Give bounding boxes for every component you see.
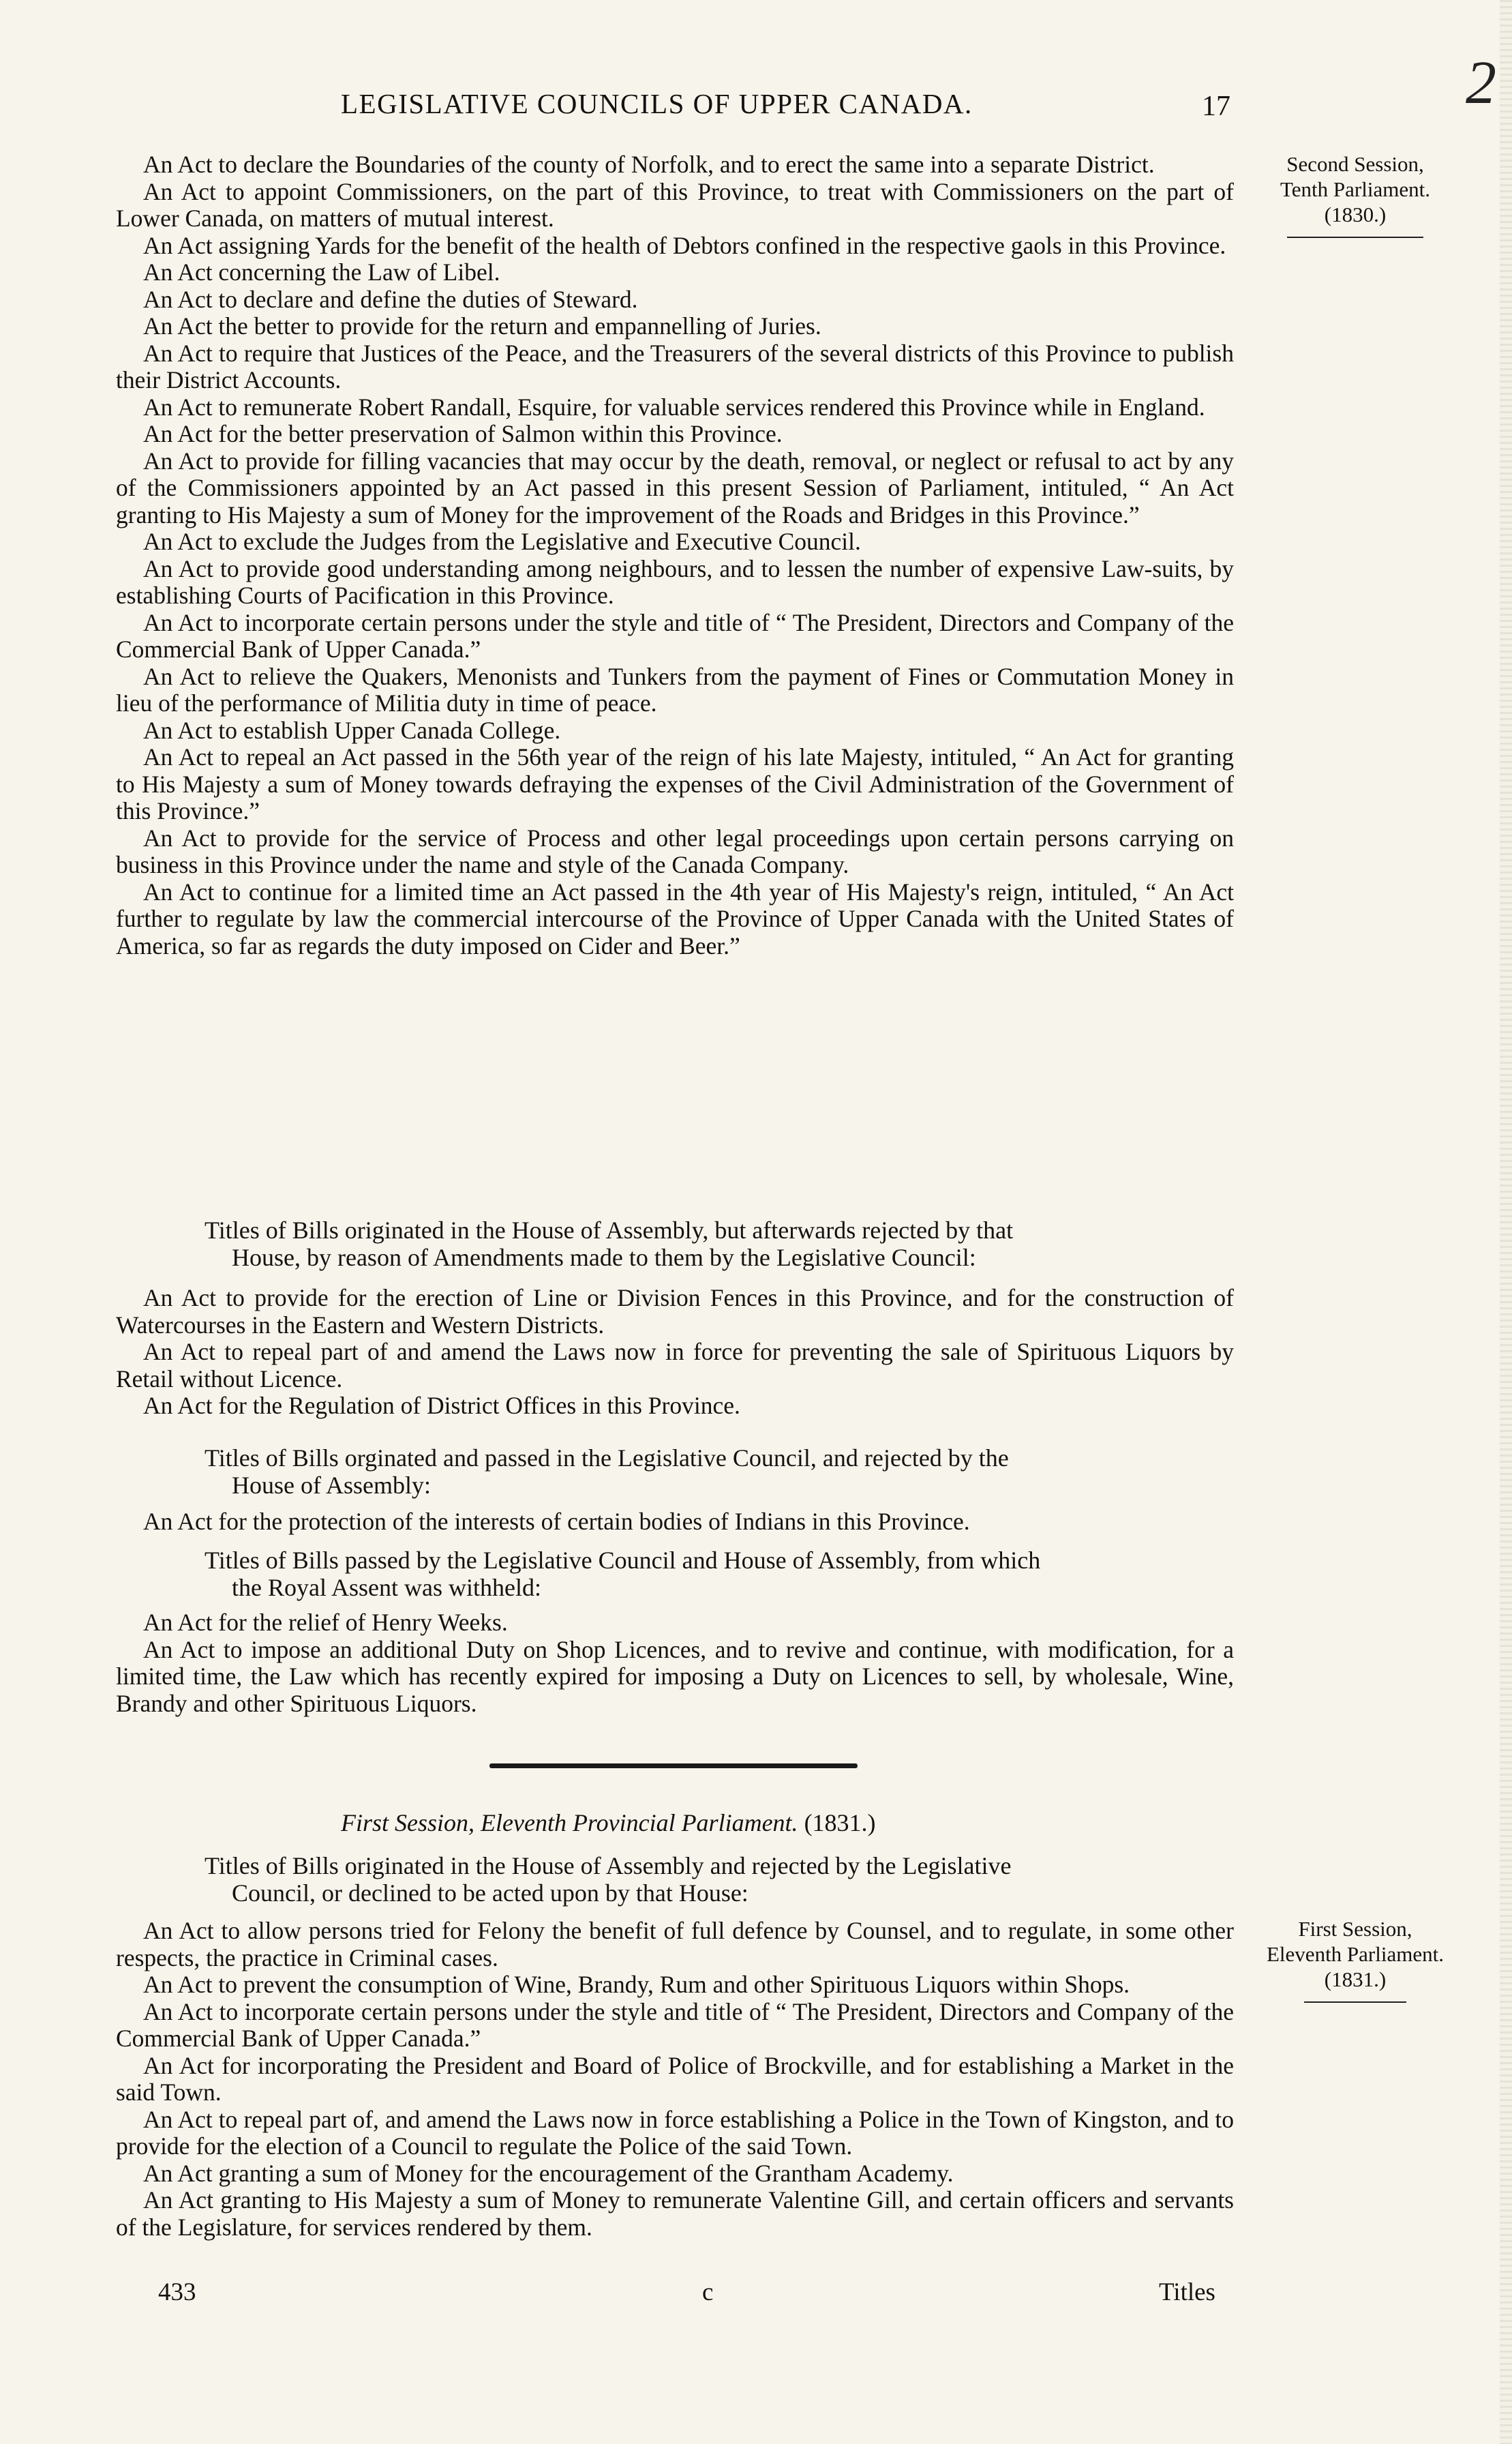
heading-council-rejected xyxy=(116,1444,1234,1499)
heading-assembly-rejected xyxy=(116,1852,1234,1907)
act-entry: An Act for the protection of the interests of certain bodies of Indians in this Province. xyxy=(143,1508,970,1535)
act-entry: An Act to impose an additional Duty on Shop Licences, and to revive and continue, with modification, for a limited time, the Law which has recently expired for imposing a Duty on Licences to sell, by wholesale, Wine, Brandy and other Spirituous Liquors. xyxy=(116,1635,1234,1717)
page-edge-shadow xyxy=(1500,0,1512,2444)
section-divider xyxy=(489,1763,858,1768)
act-entry: An Act to declare the Boundaries of the county of Norfolk, and to erect the same into a separate District. xyxy=(143,151,1155,178)
heading-line: Titles of Bills originated in the House of Assembly and rejected by the Legislative xyxy=(205,1852,1012,1879)
margin-note-line: Second Session, xyxy=(1286,152,1424,176)
heading-line: Titles of Bills originated in the House of Assembly, but afterwards rejected by that xyxy=(205,1217,1014,1244)
margin-note-1830 xyxy=(1253,151,1457,238)
margin-note-rule xyxy=(1287,237,1423,238)
act-entry: An Act to exclude the Judges from the Legislative and Executive Council. xyxy=(143,528,861,555)
corner-mark: 2 xyxy=(1466,49,1496,117)
heading-line: Titles of Bills passed by the Legislative Council and House of Assembly, from which xyxy=(205,1547,1041,1574)
act-entry: An Act to provide for filling vacancies that may occur by the death, removal, or neglect or refusal to act by any of the Commissioners appointed by an Act passed in this present Session of Parliament, intituled, “ An Act granting to His Majesty a sum of Money for the improvement of the Roads and Bridges in this Province.” xyxy=(116,447,1234,528)
act-entry: An Act to prevent the consumption of Wine, Brandy, Rum and other Spirituous Liquors within Shops. xyxy=(143,1971,1130,1998)
act-entry: An Act to allow persons tried for Felony the benefit of full defence by Counsel, and to regulate, in some other respects, the practice in Criminal cases. xyxy=(116,1917,1234,1971)
margin-note-year: (1830.) xyxy=(1324,203,1387,226)
catchword: Titles xyxy=(1159,2278,1215,2306)
heading-rejected-amendments xyxy=(116,1217,1234,1271)
act-entry: An Act to require that Justices of the Peace, and the Treasurers of the several districts of this Province to publish their District Accounts. xyxy=(116,339,1234,393)
signature-number: 433 xyxy=(158,2278,196,2306)
act-entry: An Act to relieve the Quakers, Menonists and Tunkers from the payment of Fines or Commutation Money in lieu of the performance of Militia duty in time of peace. xyxy=(116,662,1234,717)
act-entry: An Act for the better preservation of Salmon within this Province. xyxy=(143,420,783,447)
act-entry: An Act to continue for a limited time an Act passed in the 4th year of His Majesty's reign, intituled, “ An Act further to regulate by law the commercial intercourse of the Province of Upper Canada with the United States of America, so far as regards the duty imposed on Cider and Beer.” xyxy=(116,878,1234,959)
act-entry: An Act to provide for the service of Process and other legal proceedings upon certain persons carrying on business in this Province under the name and style of the Canada Company. xyxy=(116,824,1234,878)
block-1 xyxy=(116,151,1234,959)
heading-assent-withheld xyxy=(116,1547,1234,1601)
heading-line: House of Assembly: xyxy=(232,1472,431,1499)
act-entry: An Act to provide for the erection of Line or Division Fences in this Province, and for the construction of Watercourses in the Eastern and Western Districts. xyxy=(116,1284,1234,1339)
heading-line: Council, or declined to be acted upon by that House: xyxy=(232,1879,749,1907)
heading-line: House, by reason of Amendments made to them by the Legislative Council: xyxy=(232,1244,976,1271)
block-3 xyxy=(116,1508,1234,1536)
act-entry: An Act to declare and define the duties of Steward. xyxy=(143,285,638,313)
session-title xyxy=(341,1808,876,1837)
running-title: LEGISLATIVE COUNCILS OF UPPER CANADA. xyxy=(341,88,973,119)
act-entry: An Act concerning the Law of Libel. xyxy=(143,258,500,286)
act-entry: An Act to repeal an Act passed in the 56th year of the reign of his late Majesty, intituled, “ An Act for granting to His Majesty a sum of Money towards defraying the expenses of the Civil Administration of the Government of this Province.” xyxy=(116,743,1234,824)
act-entry: An Act to provide good understanding among neighbours, and to lessen the number of expensive Law-suits, by establishing Courts of Pacification in this Province. xyxy=(116,554,1234,609)
act-entry: An Act to remunerate Robert Randall, Esquire, for valuable services rendered this Province while in England. xyxy=(143,393,1205,421)
act-entry: An Act to repeal part of, and amend the Laws now in force establishing a Police in the Town of Kingston, and to provide for the election of a Council to regulate the Police of the said Town. xyxy=(116,2105,1234,2160)
session-year: (1831.) xyxy=(804,1809,876,1836)
act-entry: An Act assigning Yards for the benefit of the health of Debtors confined in the respective gaols in this Province. xyxy=(143,231,1226,259)
margin-note-1831 xyxy=(1253,1916,1457,2003)
margin-note-year: (1831.) xyxy=(1324,1967,1387,1991)
margin-note-line: Tenth Parliament. xyxy=(1280,177,1430,201)
act-entry: An Act for the relief of Henry Weeks. xyxy=(143,1609,508,1636)
block-4 xyxy=(116,1609,1234,1717)
margin-note-rule xyxy=(1304,2001,1406,2003)
page-number: 17 xyxy=(1202,91,1230,122)
act-entry: An Act granting a sum of Money for the encouragement of the Grantham Academy. xyxy=(143,2159,954,2187)
act-entry: An Act to incorporate certain persons under the style and title of “ The President, Directors and Company of the Commercial Bank of Upper Canada.” xyxy=(116,608,1234,663)
heading-line: Titles of Bills orginated and passed in the Legislative Council, and rejected by the xyxy=(205,1444,1009,1472)
session-title-text: First Session, Eleventh Provincial Parliament. xyxy=(341,1809,798,1836)
signature-letter: c xyxy=(702,2278,714,2306)
act-entry: An Act for incorporating the President and Board of Police of Brockville, and for establishing a Market in the said Town. xyxy=(116,2051,1234,2106)
act-entry: An Act to establish Upper Canada College. xyxy=(143,716,561,744)
act-entry: An Act for the Regulation of District Offices in this Province. xyxy=(143,1392,740,1419)
block-5 xyxy=(116,1918,1234,2241)
margin-note-line: First Session, xyxy=(1298,1917,1412,1941)
heading-line: the Royal Assent was withheld: xyxy=(232,1574,541,1601)
act-entry: An Act to repeal part of and amend the Laws now in force for preventing the sale of Spirituous Liquors by Retail without Licence. xyxy=(116,1338,1234,1392)
act-entry: An Act to appoint Commissioners, on the part of this Province, to treat with Commissioners on the part of Lower Canada, on matters of mutual interest. xyxy=(116,177,1234,232)
act-entry: An Act to incorporate certain persons under the style and title of “ The President, Directors and Company of the Commercial Bank of Upper Canada.” xyxy=(116,1997,1234,2052)
block-2 xyxy=(116,1285,1234,1420)
margin-note-line: Eleventh Parliament. xyxy=(1267,1942,1444,1966)
act-entry: An Act the better to provide for the return and empannelling of Juries. xyxy=(143,312,821,340)
act-entry: An Act granting to His Majesty a sum of Money to remunerate Valentine Gill, and certain officers and servants of the Legislature, for services rendered by them. xyxy=(116,2186,1234,2241)
